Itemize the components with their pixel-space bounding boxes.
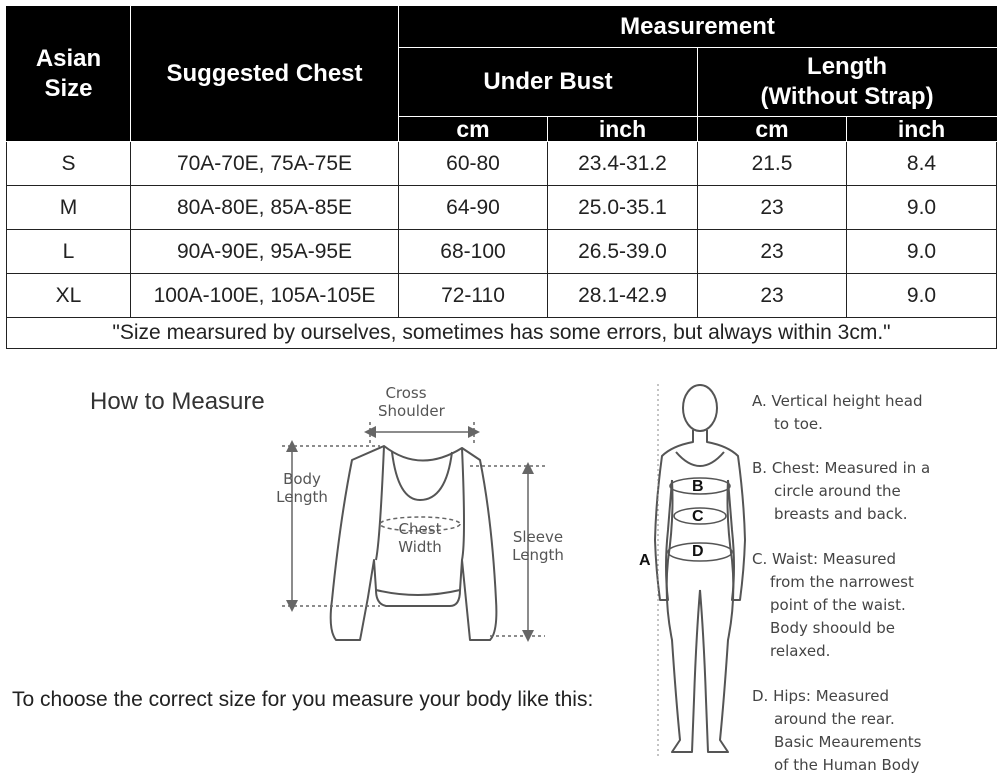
cross-shoulder-label: Cross Shoulder — [378, 384, 445, 420]
length-inch-cell: 9.0 — [847, 274, 997, 318]
marker-a: A — [639, 552, 651, 569]
under-bust-cm-cell: 60-80 — [399, 142, 548, 186]
under-bust-inch-cell: 25.0-35.1 — [548, 186, 698, 230]
marker-b: B — [692, 478, 704, 495]
chest-cell: 90A-90E, 95A-95E — [131, 230, 399, 274]
description-b: B. Chest: Measured in a circle around the breasts and back. — [752, 459, 931, 523]
size-cell: L — [7, 230, 131, 274]
under-bust-inch-cell: 26.5-39.0 — [548, 230, 698, 274]
length-cm-cell: 21.5 — [698, 142, 847, 186]
chest-width-label: Chest Width — [398, 520, 442, 556]
header-unit-cm: cm — [399, 117, 548, 142]
header-under-bust: Under Bust — [399, 48, 698, 117]
description-d: D. Hips: Measured around the rear. Basic Meaurements of the Human Body — [752, 687, 922, 774]
length-cm-cell: 23 — [698, 230, 847, 274]
under-bust-cm-cell: 64-90 — [399, 186, 548, 230]
chest-cell: 80A-80E, 85A-85E — [131, 186, 399, 230]
body-length-label: Body Length — [276, 470, 328, 506]
length-inch-cell: 9.0 — [847, 186, 997, 230]
size-cell: XL — [7, 274, 131, 318]
marker-c: C — [692, 508, 704, 525]
length-inch-cell: 9.0 — [847, 230, 997, 274]
header-asian-size: Asian Size — [7, 7, 131, 142]
chest-cell: 70A-70E, 75A-75E — [131, 142, 399, 186]
under-bust-cm-cell: 72-110 — [399, 274, 548, 318]
header-measurement: Measurement — [399, 7, 997, 48]
how-to-measure-title: How to Measure — [90, 388, 265, 415]
header-unit-cm: cm — [698, 117, 847, 142]
size-cell: S — [7, 142, 131, 186]
header-unit-inch: inch — [847, 117, 997, 142]
length-cm-cell: 23 — [698, 274, 847, 318]
header-unit-inch: inch — [548, 117, 698, 142]
under-bust-inch-cell: 23.4-31.2 — [548, 142, 698, 186]
description-a: A. Vertical height head to toe. — [752, 392, 923, 433]
size-cell: M — [7, 186, 131, 230]
header-suggested-chest: Suggested Chest — [131, 7, 399, 142]
body-measure-lines — [658, 384, 732, 756]
length-inch-cell: 8.4 — [847, 142, 997, 186]
under-bust-cm-cell: 68-100 — [399, 230, 548, 274]
header-length: Length (Without Strap) — [698, 48, 997, 117]
table-footnote: "Size mearsured by ourselves, sometimes has some errors, but always within 3cm." — [7, 318, 997, 349]
marker-d: D — [692, 543, 704, 560]
sleeve-length-label: Sleeve Length — [512, 528, 564, 564]
body-outline-drawing — [655, 385, 745, 752]
under-bust-inch-cell: 28.1-42.9 — [548, 274, 698, 318]
chest-cell: 100A-100E, 105A-105E — [131, 274, 399, 318]
measure-instruction: To choose the correct size for you measure your body like this: — [12, 688, 594, 711]
description-c: C. Waist: Measured from the narrowest point of the waist. Body shoould be relaxed. — [752, 550, 914, 660]
length-cm-cell: 23 — [698, 186, 847, 230]
